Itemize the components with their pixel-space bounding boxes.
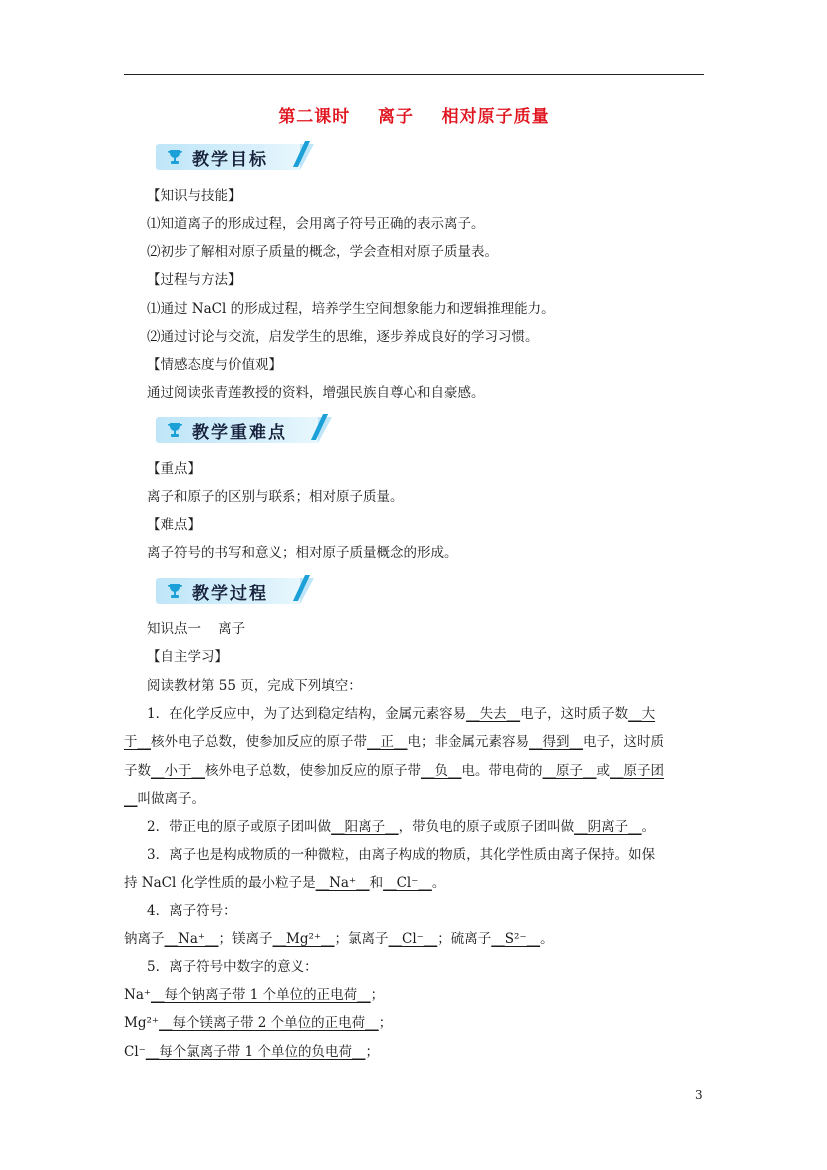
question-5-mg: Mg²⁺__每个镁离子带 2 个单位的正电荷__； [124,1015,393,1031]
answer-blank: __每个钠离子带 1 个单位的正电荷__ [151,987,371,1003]
answer-blank: __Na⁺__ [164,931,219,947]
question-3-line-1: 3．离子也是构成物质的一种微粒，由离子构成的物质，其化学性质由离子保持。如保 [147,847,656,863]
process-intro: 阅读教材第 55 页，完成下列填空： [147,678,362,694]
trophy-icon [166,148,184,166]
keypoints-item: 离子符号的书写和意义；相对原子质量概念的形成。 [147,545,458,561]
banner-label: 教学过程 [192,583,268,604]
answer-blank: __Na⁺__ [315,875,370,891]
question-5-heading: 5．离子符号中数字的意义： [147,959,318,975]
answer-blank: __ [124,791,138,807]
answer-blank: __正__ [367,734,408,750]
objectives-heading-2: 【过程与方法】 [147,272,242,288]
answer-blank: __Cl⁻__ [388,931,438,947]
banner-label: 教学目标 [192,149,268,170]
keypoints-heading-1: 【重点】 [147,461,201,477]
answer-blank: __失去__ [466,706,521,722]
banner-label: 教学重难点 [192,422,287,443]
question-5-na: Na⁺__每个钠离子带 1 个单位的正电荷__； [124,987,385,1003]
question-1-line-2: 于__核外电子总数，使参加反应的原子带__正__电；非金属元素容易__得到__电子，这时质 [124,734,664,750]
page-number: 3 [695,1088,703,1102]
answer-blank: __每个氯离子带 1 个单位的负电荷__ [145,1044,366,1060]
answer-blank: __S²⁻__ [491,931,541,947]
banner-process [156,575,300,607]
question-1-line-3: 子数__小于__核外电子总数，使参加反应的原子带__负__电。带电荷的__原子__或__原子团 [124,763,664,779]
question-4-heading: 4．离子符号： [147,903,237,919]
question-5-cl: Cl⁻__每个氯离子带 1 个单位的负电荷__； [124,1044,379,1060]
answer-blank: __小于__ [151,763,205,779]
objectives-heading-1: 【知识与技能】 [147,188,242,204]
keypoints-item: 离子和原子的区别与联系；相对原子质量。 [147,489,404,505]
answer-blank: __原子__ [542,763,597,779]
answer-blank: __每个镁离子带 2 个单位的正电荷__ [159,1015,379,1031]
keypoints-heading-2: 【难点】 [147,517,201,533]
answer-blank: __阳离子__ [331,819,399,835]
answer-blank: __得到__ [529,734,583,750]
objective-item: 通过阅读张青莲教授的资料，增强民族自尊心和自豪感。 [147,385,485,401]
objective-item: ⑵初步了解相对原子质量的概念，学会查相对原子质量表。 [147,244,498,260]
knowledge-point: 知识点一 离子 [147,621,246,637]
question-2: 2．带正电的原子或原子团叫做__阳离子__，带负电的原子或原子团叫做__阴离子__。 [147,819,656,835]
answer-blank: __原子团 [610,763,664,779]
objective-item: ⑴通过 NaCl 的形成过程，培养学生空间想象能力和逻辑推理能力。 [147,301,555,317]
page-title: 第二课时 离子 相对原子质量 [278,107,550,127]
banner-objectives [156,141,300,173]
question-4-answers: 钠离子__Na⁺__；镁离子__Mg²⁺__；氯离子__Cl⁻__；硫离子__S²⁻__。 [124,931,554,947]
objective-item: ⑵通过讨论与交流，启发学生的思维，逐步养成良好的学习习惯。 [147,329,539,345]
objectives-heading-3: 【情感态度与价值观】 [147,357,282,373]
process-heading: 【自主学习】 [147,649,228,665]
answer-blank: __大 [628,706,656,722]
trophy-icon [166,582,184,600]
header-rule [124,74,704,75]
banner-key-points [156,414,318,446]
trophy-icon [166,421,184,439]
question-1-line-1: 1．在化学反应中，为了达到稳定结构，金属元素容易__失去__电子，这时质子数__大 [147,706,656,722]
answer-blank: 于__ [124,734,151,750]
answer-blank: __Cl⁻__ [383,875,432,891]
answer-blank: __Mg²⁺__ [272,931,335,947]
answer-blank: __阴离子__ [574,819,642,835]
answer-blank: __负__ [421,763,462,779]
objective-item: ⑴知道离子的形成过程，会用离子符号正确的表示离子。 [147,216,485,232]
question-3-line-2: 持 NaCl 化学性质的最小粒子是__Na⁺__和__Cl⁻__。 [124,875,446,891]
question-1-line-4: __叫做离子。 [124,791,205,807]
